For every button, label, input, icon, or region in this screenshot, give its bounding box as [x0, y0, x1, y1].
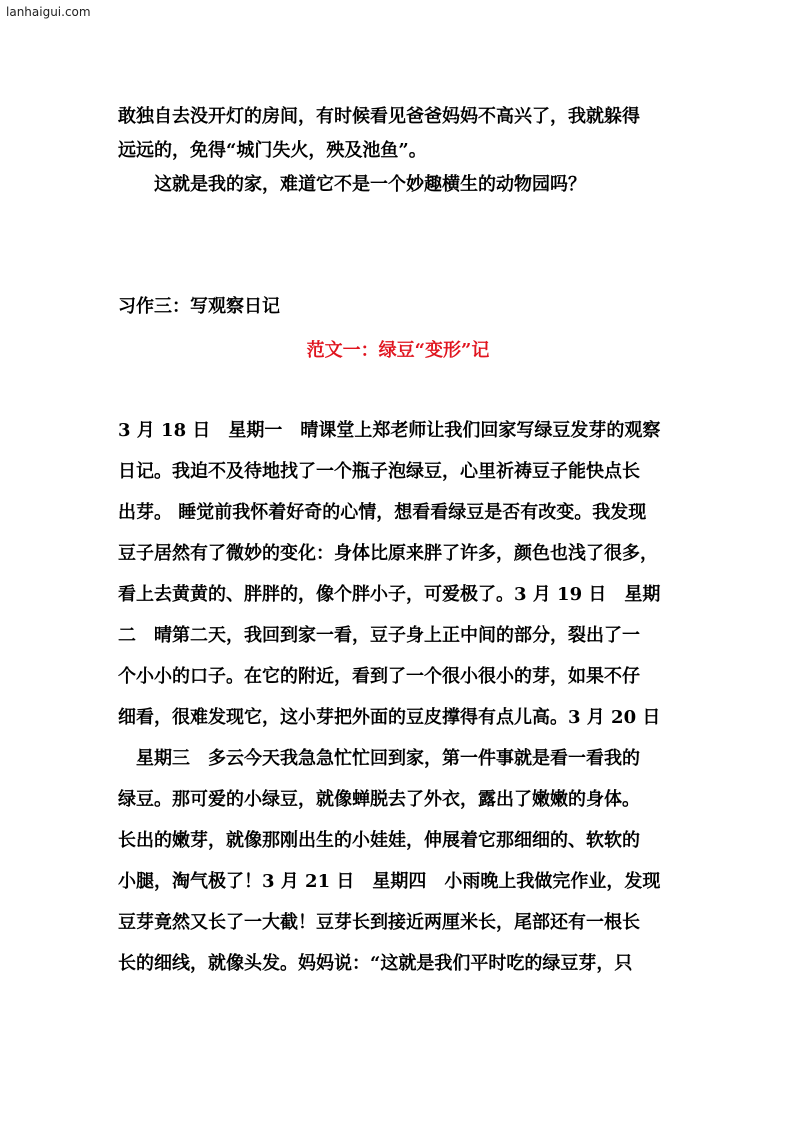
section-heading: 习作三：写观察日记	[118, 296, 280, 317]
diary-line: 3 月 18 日 星期一 晴课堂上郑老师让我们回家写绿豆发芽的观察	[118, 420, 661, 441]
closing-sentence: 这就是我的家，难道它不是一个妙趣横生的动物园吗？	[154, 174, 586, 195]
title-spacer	[118, 370, 678, 410]
diary-line: 细看，很难发现它，这小芽把外面的豆皮撑得有点儿高。3 月 20 日	[118, 707, 661, 728]
intro-paragraph	[118, 100, 678, 202]
diary-line: 星期三 多云今天我急急忙忙回到家，第一件事就是看一看我的	[118, 748, 640, 769]
diary-line: 日记。我迫不及待地找了一个瓶子泡绿豆，心里祈祷豆子能快点长	[118, 461, 640, 482]
document-page	[118, 100, 678, 984]
essay-title: 范文一：绿豆“变形”记	[306, 340, 490, 361]
diary-paragraph	[118, 410, 678, 984]
diary-line: 二 晴第二天，我回到家一看，豆子身上正中间的部分，裂出了一	[118, 625, 640, 646]
diary-line: 出芽。 睡觉前我怀着好奇的心情，想看看绿豆是否有改变。我发现	[118, 502, 647, 523]
section-spacer	[118, 202, 678, 288]
diary-line: 个小小的口子。在它的附近，看到了一个很小很小的芽，如果不仔	[118, 666, 640, 687]
paragraph-line: 远远的，免得“城门失火，殃及池鱼”。	[118, 140, 427, 161]
diary-line: 看上去黄黄的、胖胖的，像个胖小子，可爱极了。3 月 19 日 星期	[118, 584, 661, 605]
diary-line: 豆子居然有了微妙的变化：身体比原来胖了许多，颜色也浅了很多，	[118, 543, 658, 564]
diary-line: 豆芽竟然又长了一大截！豆芽长到接近两厘米长，尾部还有一根长	[118, 912, 640, 933]
diary-line: 绿豆。那可爱的小绿豆，就像蝉脱去了外衣，露出了嫩嫩的身体。	[118, 789, 640, 810]
paragraph-line: 敢独自去没开灯的房间，有时候看见爸爸妈妈不高兴了，我就躲得	[118, 106, 640, 127]
diary-line: 小腿，淘气极了！3 月 21 日 星期四 小雨晚上我做完作业，发现	[118, 871, 661, 892]
diary-line: 长的细线，就像头发。妈妈说：“这就是我们平时吃的绿豆芽，只	[118, 953, 633, 974]
diary-line: 长出的嫩芽，就像那刚出生的小娃娃，伸展着它那细细的、软软的	[118, 830, 640, 851]
site-watermark: lanhaigui.com	[6, 5, 91, 19]
